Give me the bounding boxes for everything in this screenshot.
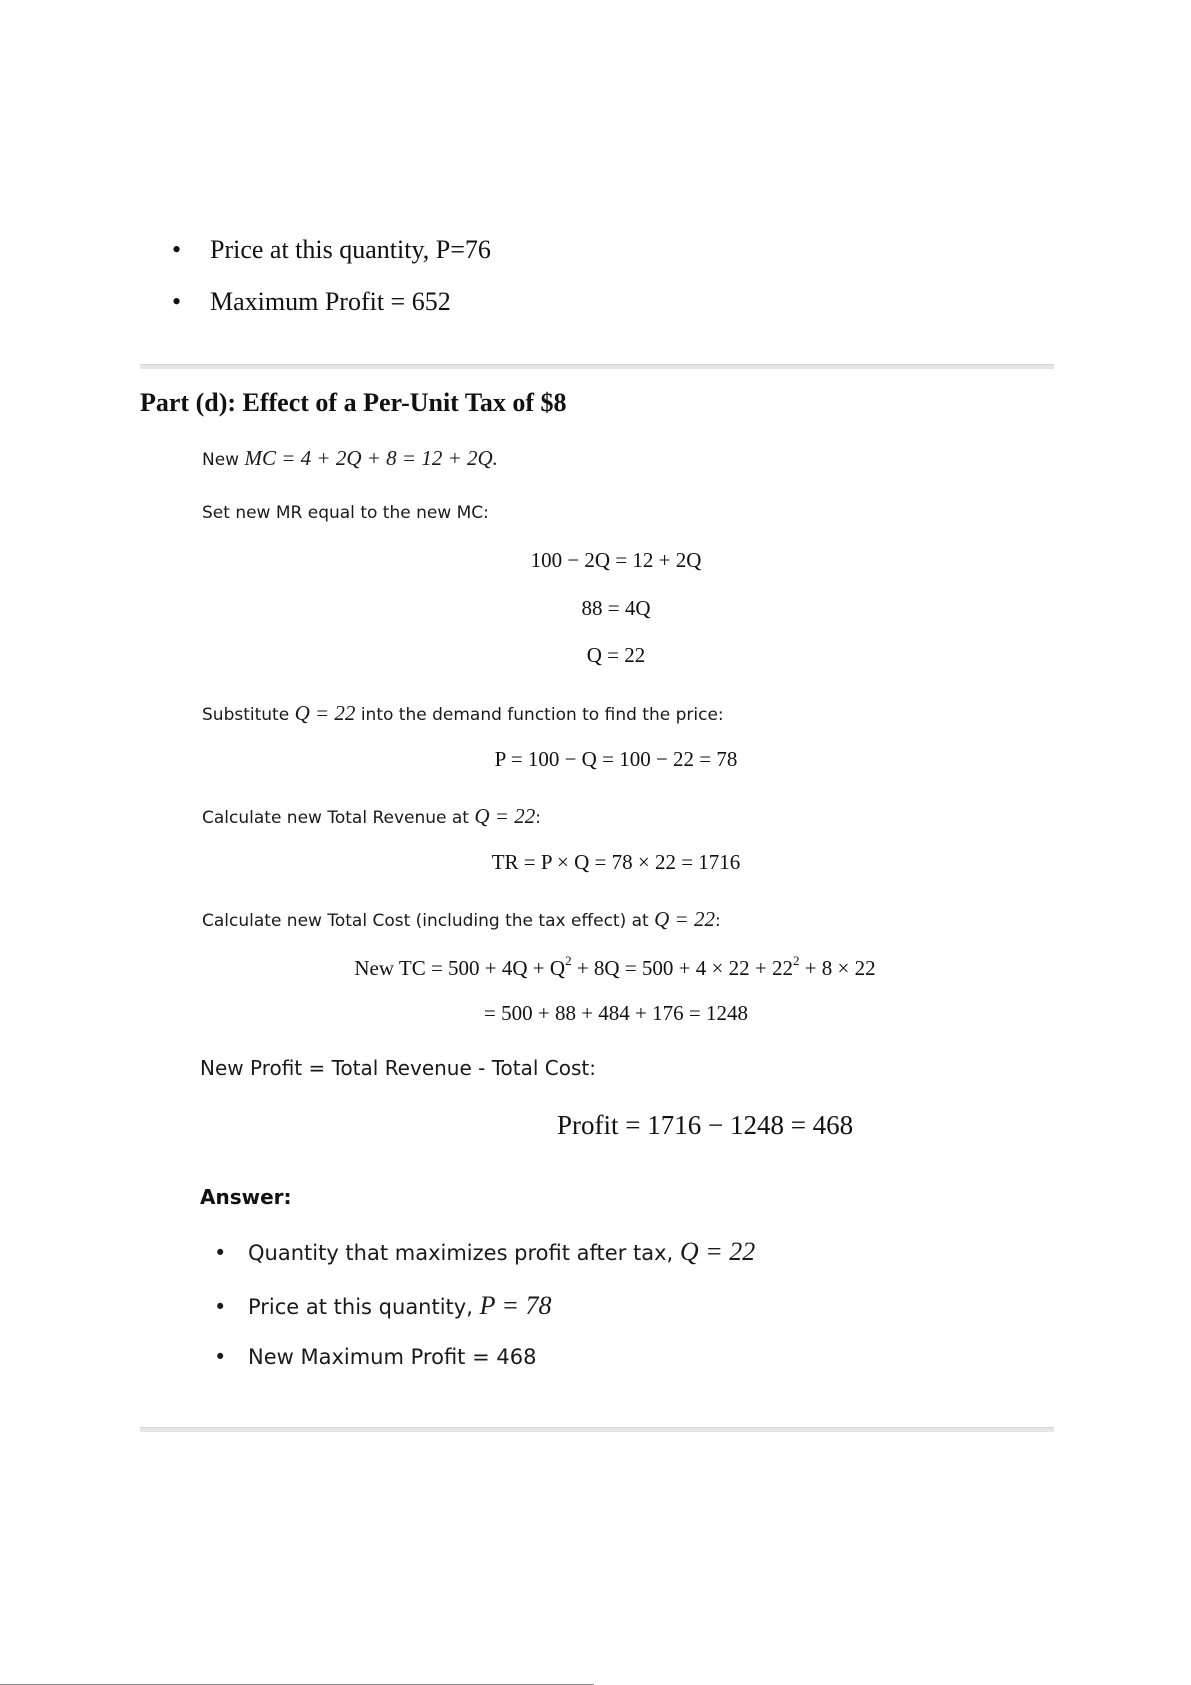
solve-step-3: Q = 22 <box>586 643 646 667</box>
substitute-math: Q = 22 <box>294 701 356 725</box>
tr-text <box>202 804 541 829</box>
tr-math: Q = 22 <box>474 804 536 828</box>
answer-item-1 <box>214 1237 755 1267</box>
tc-eq-exponent-1: 2 <box>565 953 572 968</box>
tc-text <box>202 907 721 932</box>
answer-text: Quantity that maximizes profit after tax, <box>248 1241 674 1265</box>
tc-eq-part-a: New TC = 500 + 4Q + Q <box>354 956 566 980</box>
answer-math: P = 78 <box>479 1291 552 1320</box>
price-equation: P = 100 − Q = 100 − 22 = 78 <box>494 747 738 771</box>
new-mc-equation: MC = 4 + 2Q + 8 = 12 + 2Q. <box>244 446 498 470</box>
tr-equation: TR = P × Q = 78 × 22 = 1716 <box>491 850 741 874</box>
answer-text: Price at this quantity, <box>248 1295 473 1319</box>
top-bullet-text: Maximum Profit = 652 <box>210 287 451 316</box>
divider <box>140 364 1054 369</box>
substitute-text <box>202 701 724 726</box>
bullet-dot: • <box>214 1345 227 1369</box>
solve-step-1: 100 − 2Q = 12 + 2Q <box>530 548 702 572</box>
set-equal-text: Set new MR equal to the new MC: <box>202 503 489 523</box>
answer-text: New Maximum Profit = 468 <box>248 1345 537 1369</box>
answer-math: Q = 22 <box>679 1237 756 1266</box>
section-heading: Part (d): Effect of a Per-Unit Tax of $8 <box>140 388 567 417</box>
new-mc-line <box>202 446 498 471</box>
bullet-dot: • <box>214 1241 227 1265</box>
bullet-dot: • <box>172 235 182 264</box>
new-mc-prefix: New <box>202 450 240 470</box>
tc-equation-line-2: = 500 + 88 + 484 + 176 = 1248 <box>484 1001 748 1025</box>
tc-before: Calculate new Total Cost (including the tax effect) at <box>202 911 649 931</box>
bullet-dot: • <box>172 287 182 316</box>
profit-equation: Profit = 1716 − 1248 = 468 <box>557 1110 854 1140</box>
tc-math: Q = 22 <box>654 907 715 931</box>
solve-step-2: 88 = 4Q <box>581 596 651 620</box>
tr-after: : <box>535 808 541 828</box>
divider <box>140 1427 1054 1432</box>
tc-eq-part-b: + 8Q = 500 + 4 × 22 + 22 <box>571 956 793 980</box>
top-bullet-text: Price at this quantity, P=76 <box>210 235 491 264</box>
profit-text: New Profit = Total Revenue - Total Cost: <box>200 1056 596 1080</box>
substitute-before: Substitute <box>202 705 290 725</box>
tc-equation-line-1 <box>250 953 980 981</box>
tc-eq-part-c: + 8 × 22 <box>799 956 876 980</box>
substitute-after: into the demand function to find the price: <box>360 705 724 725</box>
tc-eq-exponent-2: 2 <box>792 953 800 968</box>
tr-before: Calculate new Total Revenue at <box>202 808 469 828</box>
bullet-dot: • <box>214 1295 227 1319</box>
answer-title: Answer: <box>200 1185 292 1209</box>
answer-item-2 <box>214 1291 552 1321</box>
answer-item-3 <box>214 1345 536 1369</box>
tc-after: : <box>714 911 721 931</box>
